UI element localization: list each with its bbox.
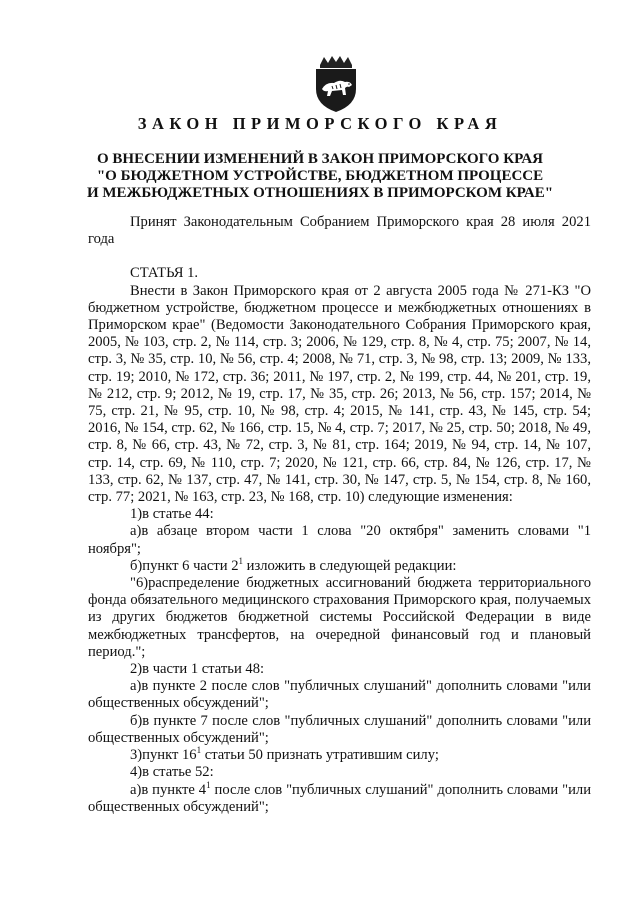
adoption-note: Принят Законодательным Собранием Приморского края 28 июля 2021 года [88, 214, 591, 248]
subtitle-line: И МЕЖБЮДЖЕТНЫХ ОТНОШЕНИЯХ В ПРИМОРСКОМ КРАЕ" [86, 185, 554, 201]
item-4a-superscript: 1 [206, 779, 211, 790]
item-4a [88, 779, 591, 816]
item-2: 2)в части 1 статьи 48: [130, 661, 265, 678]
item-2a: а)в пункте 2 после слов "публичных слушаний" дополнить словами "или общественных обсуждений"; [88, 678, 591, 712]
item-4: 4)в статье 52: [130, 764, 214, 781]
item-4a-text: а)в пункте 4 [130, 781, 207, 798]
item-1: 1)в статье 44: [130, 506, 214, 523]
primorsky-coat-of-arms-icon [312, 55, 360, 113]
item-3-text: 3)пункт 16 [130, 747, 197, 764]
item-1a: а)в абзаце втором части 1 слова "20 октября" заменить словами "1 ноября"; [88, 523, 591, 557]
law-subtitle [0, 151, 640, 202]
item-1b-quote: "6)распределение бюджетных ассигнований бюджета территориального фонда обязательного медицинского страхования Приморского края, получаемых из других бюджетов бюджетной системы Российской Федерации в виде межбюджетных трансфертов, на очередной финансовый год и плановый период."; [88, 575, 591, 660]
article-heading: СТАТЬЯ 1. [130, 265, 199, 282]
law-body [88, 214, 591, 816]
subtitle-line: "О БЮДЖЕТНОМ УСТРОЙСТВЕ, БЮДЖЕТНОМ ПРОЦЕССЕ [96, 168, 544, 184]
item-3 [88, 747, 591, 764]
law-title: ЗАКОН ПРИМОРСКОГО КРАЯ [137, 114, 503, 133]
item-4a-text-end: после слов "публичных слушаний" дополнить словами "или общественных обсуждений"; [88, 781, 591, 815]
item-1b-text: б)пункт 6 части 2 [130, 557, 239, 574]
item-3-superscript: 1 [196, 745, 202, 756]
item-2b: б)в пункте 7 после слов "публичных слушаний" дополнить словами "или общественных обсуждений"; [88, 712, 591, 746]
item-1b-text-end: изложить в следующей редакции: [243, 557, 457, 574]
subtitle-line: О ВНЕСЕНИИ ИЗМЕНЕНИЙ В ЗАКОН ПРИМОРСКОГО КРАЯ [97, 151, 543, 167]
item-1b [88, 558, 591, 575]
article-intro: Внести в Закон Приморского края от 2 августа 2005 года № 271-КЗ "О бюджетном устройстве, бюджетном процессе и межбюджетных отношениях в Приморском крае" (Ведомости Законодательного Собрания Приморского края, 2005, № 103, стр. 2, № 114, стр. 3; 2006, № 129, стр. 8, № 4, стр. 75; 2007, № 14, стр. 3, № 35, стр. 10, № 56, стр. 4; 2008, № 71, стр. 3, № 98, стр. 13; 2009, № 133, стр. 19; 2010, № 172, стр. 36; 2011, № 197, стр. 2, № 199, стр. 44, № 201, стр. 19, № 212, стр. 9; 2012, № 19, стр. 17, № 35, стр. 26; 2013, № 56, стр. 157; 2014, № 75, стр. 21, № 95, стр. 10, № 98, стр. 4; 2015, № 141, стр. 43, № 145, стр. 54; 2016, № 154, стр. 62, № 166, стр. 15, № 4, стр. 7; 2017, № 25, стр. 50; 2018, № 49, стр. 8, № 66, стр. 43, № 72, стр. 3, № 81, стр. 164; 2019, № 94, стр. 14, № 107, стр. 14, стр. 69, № 110, стр. 7; 2020, № 121, стр. 66, стр. 84, № 126, стр. 17, № 133, стр. 62, № 137, стр. 47, № 141, стр. 30, № 147, стр. 5, № 154, стр. 8, № 160, стр. 77; 2021, № 163, стр. 23, № 168, стр. 10) следующие изменения: [88, 282, 591, 506]
item-3-text-end: статьи 50 признать утратившим силу; [201, 747, 439, 764]
item-1b-superscript: 1 [238, 556, 243, 566]
